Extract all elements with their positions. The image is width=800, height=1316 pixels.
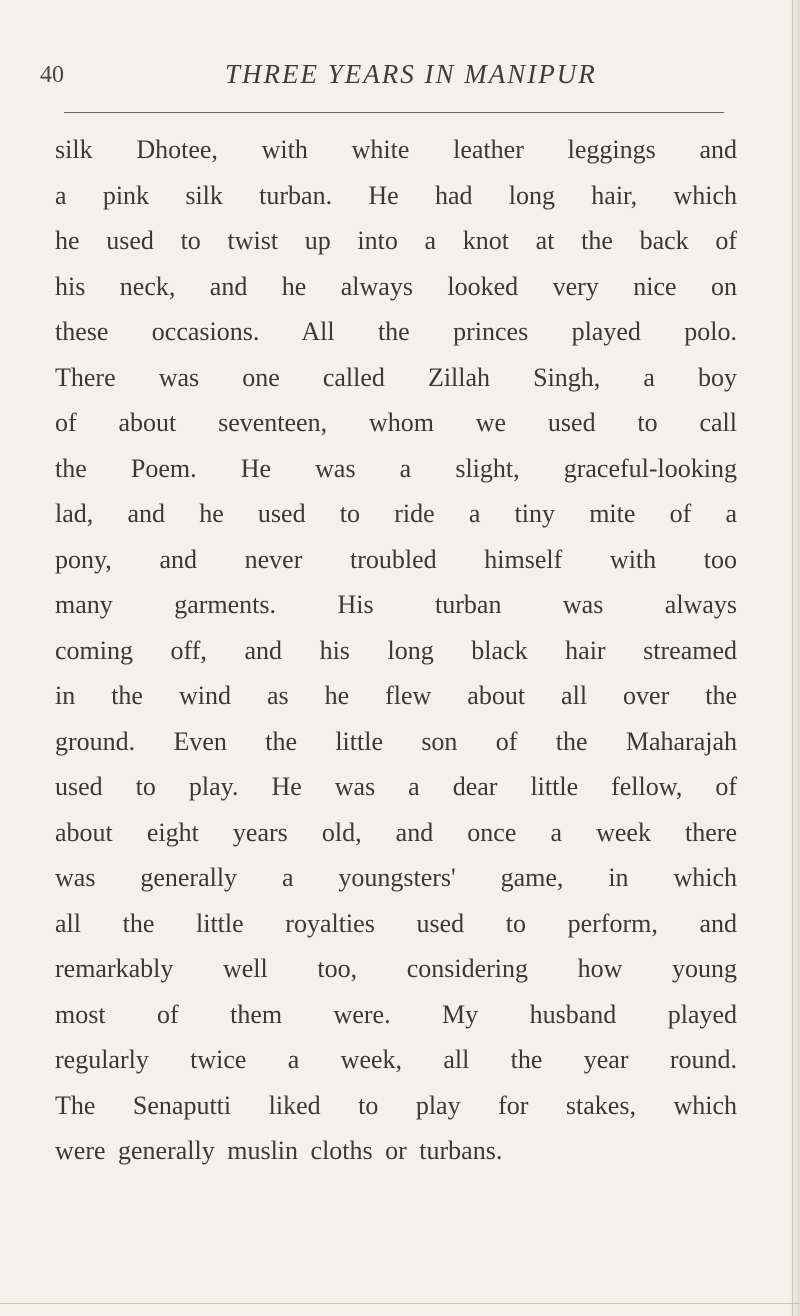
page-header — [0, 52, 800, 92]
text-line: these occasions. All the princes played polo. — [55, 317, 737, 346]
text-line: remarkably well too, considering how young — [55, 954, 737, 983]
text-line: his neck, and he always looked very nice on — [55, 271, 737, 301]
text-line: was generally a youngsters' game, in which — [55, 863, 737, 892]
text-line: pony, and never troubled himself with too — [55, 544, 737, 574]
text-line: many garments. His turban was always — [55, 590, 737, 619]
page-edge-shadow — [790, 0, 800, 1316]
text-line: most of them were. My husband played — [55, 999, 737, 1029]
text-line: The Senaputti liked to play for stakes, which — [55, 1090, 737, 1120]
text-line: regularly twice a week, all the year round. — [55, 1045, 737, 1074]
text-line: coming off, and his long black hair streamed — [55, 635, 737, 665]
text-line: ground. Even the little son of the Maharajah — [55, 726, 737, 756]
text-line: a pink silk turban. He had long hair, which — [55, 180, 737, 210]
text-line: silk Dhotee, with white leather leggings and — [55, 135, 737, 164]
text-line: the Poem. He was a slight, graceful-looking — [55, 453, 737, 483]
text-line: used to play. He was a dear little fellow, of — [55, 772, 737, 801]
page-bottom-edge — [0, 1303, 800, 1304]
text-line: all the little royalties used to perform, and — [55, 908, 737, 938]
body-text — [55, 127, 737, 1174]
text-line: of about seventeen, whom we used to call — [55, 408, 737, 437]
text-line: lad, and he used to ride a tiny mite of a — [55, 499, 737, 528]
text-line: in the wind as he flew about all over the — [55, 681, 737, 710]
text-line: were generally muslin cloths or turbans. — [55, 1136, 503, 1165]
text-line: There was one called Zillah Singh, a boy — [55, 362, 737, 392]
text-line: he used to twist up into a knot at the back of — [55, 226, 737, 255]
running-head: THREE YEARS IN MANIPUR — [225, 59, 597, 89]
text-line: about eight years old, and once a week there — [55, 817, 737, 847]
page-number: 40 — [40, 62, 64, 88]
header-rule — [64, 112, 724, 113]
